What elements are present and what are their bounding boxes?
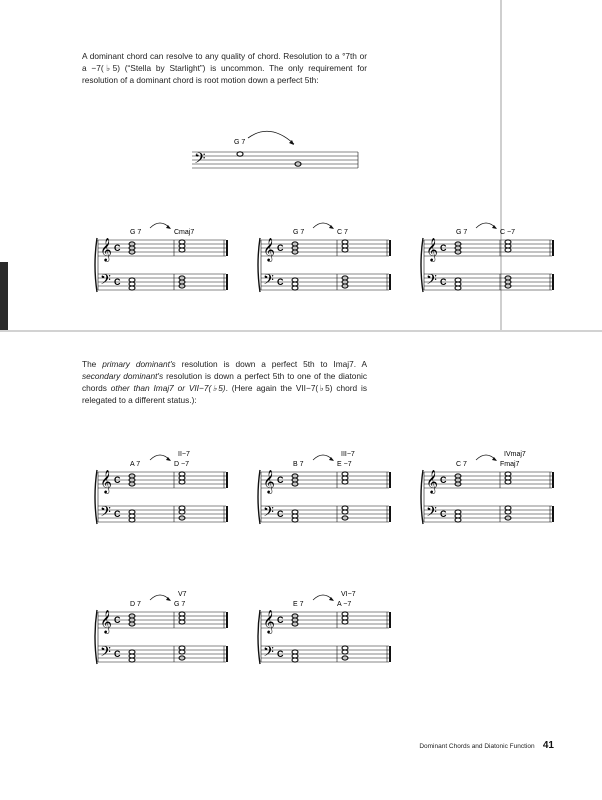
svg-text:𝄞: 𝄞: [100, 239, 112, 261]
grand-staff-example: [257, 588, 397, 678]
to-chord-label: E −7: [337, 461, 352, 468]
svg-text:𝄢: 𝄢: [263, 504, 274, 523]
svg-text:C: C: [114, 277, 121, 287]
intro-paragraph: A dominant chord can resolve to any quality of chord. Resolution to a °7th or a −7(♭5) (“Stella by Starlight”) is uncommon. The only requirement for resolution of a dominant chord is root motion down a perfect 5th:: [82, 51, 367, 85]
svg-text:C: C: [277, 649, 284, 659]
svg-text:C: C: [277, 277, 284, 287]
to-chord-label: Cmaj7: [174, 229, 195, 236]
running-footer: Dominant Chords and Diatonic Function: [419, 743, 535, 750]
svg-text:C: C: [114, 475, 121, 485]
to-chord-label: Fmaj7: [500, 461, 520, 468]
from-chord-label: E 7: [293, 601, 304, 608]
svg-text:𝄢: 𝄢: [100, 644, 111, 663]
to-chord-label: C −7: [500, 229, 515, 236]
from-chord-label: C 7: [456, 461, 467, 468]
grand-staff-example: [257, 448, 397, 538]
svg-text:𝄞: 𝄞: [263, 611, 275, 633]
to-chord-label: D −7: [174, 461, 189, 468]
svg-text:C: C: [440, 475, 447, 485]
svg-text:𝄢: 𝄢: [426, 504, 437, 523]
svg-text:C: C: [440, 277, 447, 287]
grand-staff-example: [94, 588, 234, 678]
roman-numeral-label: II−7: [178, 451, 190, 458]
to-chord-label: A −7: [337, 601, 352, 608]
svg-text:C: C: [277, 243, 284, 253]
to-chord-label: C 7: [337, 229, 348, 236]
roman-numeral-label: III−7: [341, 451, 355, 458]
svg-text:𝄞: 𝄞: [426, 471, 438, 493]
from-chord-label: B 7: [293, 461, 304, 468]
secondary-dominant-paragraph: The primary dominant's resolution is down a perfect 5th to Imaj7. A secondary dominant's resolution is down a perfect 5th to one of the diatonic chords other than Imaj7 or VII−7(♭5). (Here again the VII−7(♭5) chord is relegated to a different status.):: [82, 359, 368, 405]
svg-text:C: C: [114, 649, 121, 659]
svg-text:𝄢: 𝄢: [263, 644, 274, 663]
chord-label: G 7: [234, 139, 246, 146]
svg-text:𝄢: 𝄢: [426, 272, 437, 291]
example-bass-g7: [190, 124, 370, 184]
svg-text:C: C: [277, 509, 284, 519]
page-divider-rule: [0, 330, 602, 332]
from-chord-label: A 7: [130, 461, 141, 468]
page-number: 41: [542, 740, 554, 751]
svg-text:𝄞: 𝄞: [426, 239, 438, 261]
roman-numeral-label: IVmaj7: [504, 451, 526, 458]
grand-staff-example: [257, 216, 397, 306]
svg-text:𝄢: 𝄢: [100, 504, 111, 523]
svg-text:C: C: [440, 243, 447, 253]
svg-text:𝄞: 𝄞: [263, 471, 275, 493]
svg-text:C: C: [114, 243, 121, 253]
to-chord-label: G 7: [174, 601, 186, 608]
svg-text:C: C: [114, 509, 121, 519]
svg-text:𝄢: 𝄢: [263, 272, 274, 291]
roman-numeral-label: VI−7: [341, 591, 356, 598]
roman-numeral-label: V7: [178, 591, 187, 598]
chapter-side-tab: [0, 262, 8, 330]
from-chord-label: G 7: [130, 229, 142, 236]
svg-text:C: C: [277, 615, 284, 625]
bass-clef-icon: 𝄢: [194, 150, 206, 170]
grand-staff-example: [94, 216, 234, 306]
from-chord-label: D 7: [130, 601, 141, 608]
svg-text:𝄞: 𝄞: [100, 471, 112, 493]
grand-staff-example: [420, 216, 560, 306]
grand-staff-example: [94, 448, 234, 538]
svg-text:𝄞: 𝄞: [263, 239, 275, 261]
from-chord-label: G 7: [456, 229, 468, 236]
svg-text:𝄞: 𝄞: [100, 611, 112, 633]
svg-text:C: C: [114, 615, 121, 625]
svg-text:C: C: [440, 509, 447, 519]
from-chord-label: G 7: [293, 229, 305, 236]
grand-staff-example: [420, 448, 560, 538]
svg-text:𝄢: 𝄢: [100, 272, 111, 291]
svg-text:C: C: [277, 475, 284, 485]
resolution-arrow: [248, 131, 294, 144]
